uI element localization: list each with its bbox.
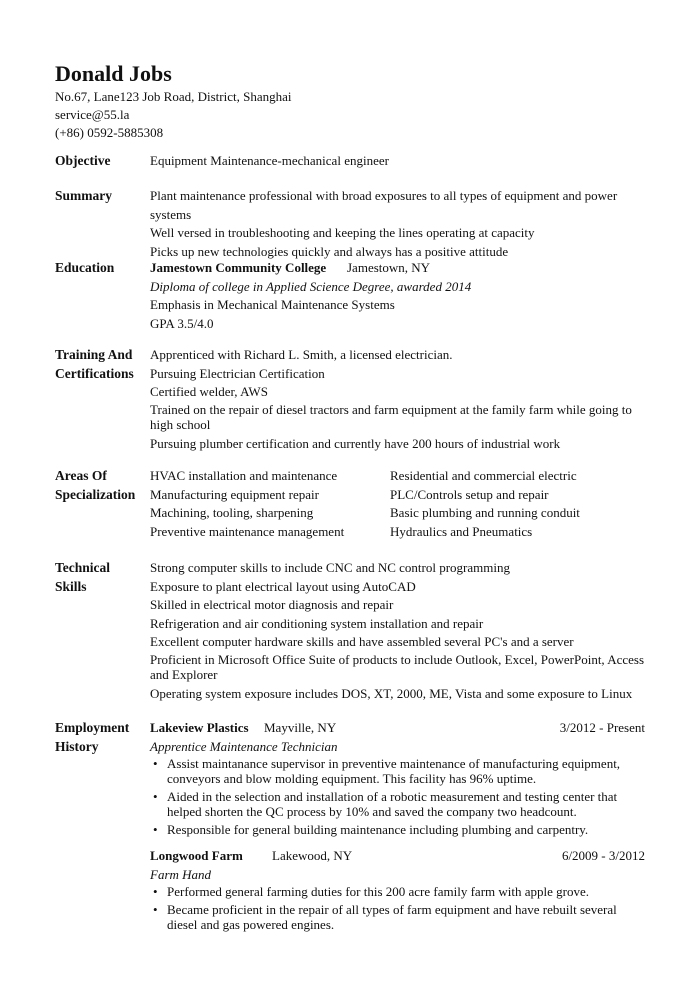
bullet-icon: • — [153, 822, 158, 837]
specialization-item: Basic plumbing and running conduit — [390, 505, 580, 520]
job-entry — [150, 847, 645, 932]
training-title-line: Certifications — [55, 365, 134, 381]
education-title: Education — [55, 260, 115, 275]
specialization-left-column — [150, 467, 390, 541]
job-dates: 6/2009 - 3/2012 — [561, 848, 645, 863]
job-bullet — [150, 884, 645, 899]
job-bullet-text: Became proficient in the repair of all types of farm equipment and have rebuilt several diesel and gas powered engines. — [167, 902, 617, 932]
training-line: Apprenticed with Richard L. Smith, a licensed electrician. — [150, 347, 453, 362]
specialization-body — [150, 467, 645, 541]
skills-section — [55, 559, 645, 709]
bullet-icon: • — [153, 789, 158, 804]
objective-text: Equipment Maintenance-mechanical engineer — [150, 153, 389, 168]
school-name: Jamestown Community College — [150, 260, 327, 275]
employment-title-line: History — [55, 738, 99, 754]
job-bullet — [150, 902, 645, 932]
skill-line: Exposure to plant electrical layout using AutoCAD — [150, 578, 416, 594]
specialization-right-column — [390, 467, 630, 541]
objective-section — [55, 152, 645, 172]
skill-line: Proficient in Microsoft Office Suite of products to include Outlook, Excel, PowerPoint, Access and Explorer — [150, 651, 645, 682]
school-row — [150, 259, 645, 278]
job-bullet-text: Assist maintanance supervisor in preventive maintenance of manufacturing equipment, conveyors and blow molding equipment. This facility has 96% uptime. — [167, 756, 621, 786]
address: No.67, Lane123 Job Road, District, Shanghai — [55, 89, 292, 104]
job-role: Farm Hand — [150, 866, 212, 882]
employment-section — [55, 719, 645, 934]
education-section — [55, 259, 645, 334]
job-bullet-text: Responsible for general building maintenance including plumbing and carpentry. — [167, 822, 589, 837]
job-entry — [150, 719, 645, 837]
specialization-item: Hydraulics and Pneumatics — [390, 523, 533, 539]
skills-title-line: Technical — [55, 560, 111, 575]
specialization-title-line: Specialization — [55, 486, 136, 502]
training-body — [150, 346, 645, 453]
objective-title: Objective — [55, 153, 111, 168]
employment-body — [150, 719, 645, 935]
skills-body — [150, 559, 645, 703]
specialization-item: Manufacturing equipment repair — [150, 486, 319, 502]
training-line: Certified welder, AWS — [150, 384, 268, 399]
training-section — [55, 346, 645, 456]
summary-body — [150, 187, 645, 261]
candidate-name: Donald Jobs — [55, 61, 172, 86]
employment-title-line: Employment — [55, 720, 130, 735]
phone: (+86) 0592-5885308 — [55, 125, 164, 140]
job-header — [150, 719, 645, 738]
specialization-item: Preventive maintenance management — [150, 523, 345, 539]
job-location: Mayville, NY — [264, 720, 337, 735]
summary-line: Well versed in troubleshooting and keeping the lines operating at capacity — [150, 225, 535, 240]
job-bullet-text: Aided in the selection and installation of a robotic measurement and testing center that helped shorten the QC process by 10% and saved the company two headcount. — [167, 789, 618, 819]
training-title — [55, 346, 150, 383]
training-line: Pursuing plumber certification and currently have 200 hours of industrial work — [150, 435, 561, 451]
skills-title-line: Skills — [55, 578, 87, 594]
job-bullet — [150, 789, 645, 819]
training-line: Trained on the repair of diesel tractors and farm equipment at the family farm while going to high school — [150, 401, 632, 432]
skills-title — [55, 559, 150, 596]
objective-body — [150, 152, 645, 171]
specialization-title — [55, 467, 150, 504]
school-location: Jamestown, NY — [347, 260, 431, 275]
specialization-section — [55, 467, 645, 547]
summary-title: Summary — [55, 188, 112, 203]
bullet-icon: • — [153, 884, 158, 899]
emphasis: Emphasis in Mechanical Maintenance Systems — [150, 297, 395, 312]
summary-section — [55, 187, 645, 259]
skill-line: Operating system exposure includes DOS, XT, 2000, ME, Vista and some exposure to Linux — [150, 685, 633, 701]
skill-line: Strong computer skills to include CNC and NC control programming — [150, 560, 510, 575]
specialization-item: HVAC installation and maintenance — [150, 468, 338, 483]
job-bullet — [150, 756, 645, 786]
job-role: Apprentice Maintenance Technician — [150, 738, 338, 754]
skill-line: Excellent computer hardware skills and have assembled several PC's and a server — [150, 634, 574, 649]
diploma: Diploma of college in Applied Science Degree, awarded 2014 — [150, 278, 472, 294]
job-bullets — [150, 884, 645, 932]
job-dates: 3/2012 - Present — [559, 720, 645, 735]
job-bullet — [150, 822, 645, 837]
job-bullets — [150, 756, 645, 837]
bullet-icon: • — [153, 756, 158, 771]
specialization-item: Machining, tooling, sharpening — [150, 505, 314, 520]
bullet-icon: • — [153, 902, 158, 917]
job-company: Lakeview Plastics — [150, 720, 249, 735]
education-body — [150, 259, 645, 333]
email: service@55.la — [55, 107, 130, 122]
employment-title — [55, 719, 150, 756]
summary-line: Picks up new technologies quickly and always has a positive attitude — [150, 243, 509, 259]
gpa: GPA 3.5/4.0 — [150, 315, 214, 331]
job-location: Lakewood, NY — [272, 848, 353, 863]
job-bullet-text: Performed general farming duties for this 200 acre family farm with apple grove. — [167, 884, 589, 899]
resume-header — [55, 60, 645, 142]
training-line: Pursuing Electrician Certification — [150, 365, 325, 381]
specialization-item: PLC/Controls setup and repair — [390, 486, 549, 502]
skill-line: Skilled in electrical motor diagnosis and repair — [150, 597, 394, 612]
specialization-item: Residential and commercial electric — [390, 468, 577, 483]
job-header — [150, 847, 645, 866]
job-company: Longwood Farm — [150, 848, 243, 863]
skill-line: Refrigeration and air conditioning system installation and repair — [150, 615, 484, 631]
training-title-line: Training And — [55, 347, 133, 362]
summary-line: Plant maintenance professional with broad exposures to all types of equipment and power systems — [150, 188, 618, 222]
specialization-title-line: Areas Of — [55, 468, 107, 483]
